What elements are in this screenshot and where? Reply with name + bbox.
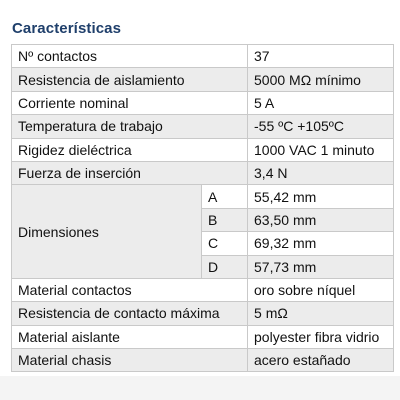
row-value: 5 mΩ <box>248 302 394 325</box>
dimension-key: C <box>202 232 248 255</box>
row-value: 1000 VAC 1 minuto <box>248 138 394 161</box>
table-row <box>12 138 394 161</box>
dimension-value: 57,73 mm <box>248 255 394 278</box>
row-value: -55 ºC +105ºC <box>248 115 394 138</box>
row-label: Material contactos <box>12 278 248 301</box>
table-row <box>12 325 394 348</box>
row-value: 5000 MΩ mínimo <box>248 68 394 91</box>
row-value: oro sobre níquel <box>248 278 394 301</box>
dimension-value: 69,32 mm <box>248 232 394 255</box>
table-row <box>12 45 394 68</box>
bottom-strip <box>0 376 400 400</box>
table-row <box>12 302 394 325</box>
characteristics-table <box>11 44 394 372</box>
table-row <box>12 349 394 372</box>
table-row <box>12 68 394 91</box>
table-row <box>12 115 394 138</box>
table-row <box>12 161 394 184</box>
table-row <box>12 91 394 114</box>
row-value: polyester fibra vidrio <box>248 325 394 348</box>
row-label: Resistencia de contacto máxima <box>12 302 248 325</box>
dimension-value: 63,50 mm <box>248 208 394 231</box>
dimension-key: D <box>202 255 248 278</box>
dimension-key: A <box>202 185 248 208</box>
row-value: acero estañado <box>248 349 394 372</box>
row-label: Rigidez dieléctrica <box>12 138 248 161</box>
dimension-value: 55,42 mm <box>248 185 394 208</box>
dimensions-label: Dimensiones <box>12 185 202 279</box>
row-label: Fuerza de inserción <box>12 161 248 184</box>
row-value: 37 <box>248 45 394 68</box>
row-value: 5 A <box>248 91 394 114</box>
row-label: Temperatura de trabajo <box>12 115 248 138</box>
row-label: Corriente nominal <box>12 91 248 114</box>
row-label: Nº contactos <box>12 45 248 68</box>
row-label: Resistencia de aislamiento <box>12 68 248 91</box>
table-row <box>12 278 394 301</box>
dimension-row <box>12 185 394 208</box>
row-label: Material chasis <box>12 349 248 372</box>
dimension-key: B <box>202 208 248 231</box>
row-label: Material aislante <box>12 325 248 348</box>
section-title: Características <box>12 20 122 37</box>
row-value: 3,4 N <box>248 161 394 184</box>
